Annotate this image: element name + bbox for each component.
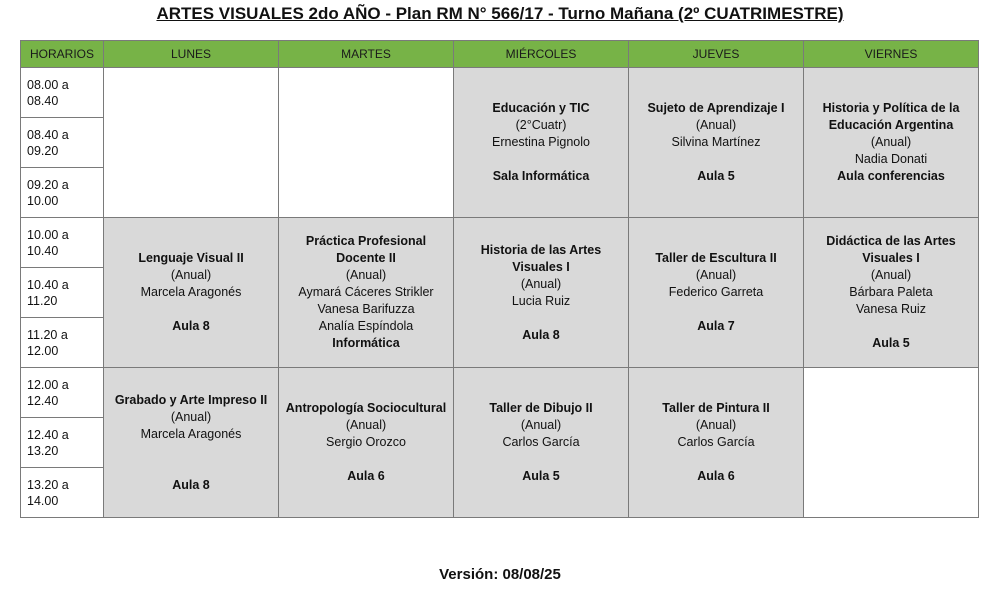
class-cell [279,368,454,518]
class-bold-line: Sujeto de Aprendizaje I [647,101,785,115]
class-detail-line: (Anual) [345,418,387,432]
header-row [21,41,979,68]
time-slot: 12.00 a 12.40 [21,368,104,418]
class-detail-line: Vanesa Barifuzza [317,302,415,316]
class-detail-line: Analía Espíndola [318,319,414,333]
class-detail-line: (Anual) [520,418,562,432]
spacer [804,318,978,335]
header-martes: MARTES [279,41,454,68]
class-bold-line: Aula 5 [697,169,735,183]
class-bold-line: Lenguaje Visual II [138,251,244,265]
time-slot: 10.00 a 10.40 [21,218,104,268]
class-detail-line: Ernestina Pignolo [492,135,590,149]
class-detail-line: (2°Cuatr) [515,118,567,132]
header-lunes: LUNES [104,41,279,68]
class-cell [629,368,804,518]
class-bold-line: Historia de las Artes [480,242,602,257]
class-bold-line: Informática [332,336,400,350]
class-bold-line: Antropología Sociocultural [285,401,447,415]
class-bold-line: Aula 8 [172,319,210,333]
class-detail-line: Nadia Donati [854,152,928,166]
spacer [104,460,278,477]
class-bold-line: Aula 7 [697,319,735,333]
class-cell [454,218,629,368]
class-bold-line: Grabado y Arte Impreso II [114,392,268,407]
spacer [629,451,803,468]
class-bold-line: Aula 8 [522,327,560,342]
class-detail-line: (Anual) [870,135,912,149]
class-detail-line: (Anual) [695,118,737,132]
time-slot: 09.20 a 10.00 [21,168,104,218]
cell-viernes-empty [804,368,979,518]
class-detail-line: Sergio Orozco [326,435,406,449]
class-bold-line: Didáctica de las Artes [826,234,956,248]
class-detail-line: (Anual) [170,268,212,282]
class-cell [629,218,804,368]
class-detail-line: Silvina Martínez [671,135,761,149]
time-slot: 13.20 a 14.00 [21,468,104,518]
class-cell [629,68,804,218]
spacer [454,310,628,327]
class-bold-line: Aula 5 [522,469,560,483]
spacer [629,151,803,168]
class-bold-line: Aula 6 [347,469,385,483]
class-bold-line: Práctica Profesional [305,234,427,248]
class-bold-line: Aula conferencias [837,169,945,183]
class-detail-line: Carlos García [502,435,580,449]
class-cell [104,218,279,368]
class-cell [454,68,629,218]
class-cell [454,368,629,518]
time-slot: 10.40 a 11.20 [21,268,104,318]
page-title: ARTES VISUALES 2do AÑO - Plan RM N° 566/17 - Turno Mañana (2º CUATRIMESTRE) [156,4,844,23]
class-bold-line: Historia y Política de la [822,101,960,115]
version-label: Versión: 08/08/25 [439,566,561,583]
spacer [279,451,453,468]
class-cell [804,218,979,368]
header-jueves: JUEVES [629,41,804,68]
class-cell [804,68,979,218]
class-bold-line: Sala Informática [492,169,590,183]
class-cell [104,368,279,518]
cell-martes-empty [279,68,454,218]
class-bold-line: Taller de Dibujo II [489,401,593,415]
class-bold-line: Visuales I [862,251,920,265]
class-detail-line: (Anual) [695,418,737,432]
class-bold-line: Educación Argentina [828,118,954,132]
spacer [454,151,628,168]
time-slot: 12.40 a 13.20 [21,418,104,468]
spacer [629,301,803,318]
class-detail-line: (Anual) [870,268,912,282]
spacer [104,443,278,460]
schedule-table [20,40,979,518]
class-detail-line: Carlos García [677,435,755,449]
spacer [104,301,278,318]
class-bold-line: Aula 5 [872,336,910,350]
class-detail-line: Marcela Aragonés [140,426,242,441]
class-detail-line: (Anual) [170,409,212,424]
class-detail-line: (Anual) [345,268,387,282]
class-detail-line: (Anual) [520,276,562,291]
table-row [21,368,979,418]
class-bold-line: Taller de Pintura II [662,401,770,415]
time-slot: 11.20 a 12.00 [21,318,104,368]
class-detail-line: Aymará Cáceres Strikler [298,285,434,299]
class-detail-line: Federico Garreta [668,285,764,299]
header-horarios: HORARIOS [21,41,104,68]
class-bold-line: Educación y TIC [492,101,590,115]
table-row [21,68,979,118]
class-detail-line: Lucia Ruiz [511,293,571,308]
class-bold-line: Taller de Escultura II [655,251,777,265]
time-slot: 08.00 a 08.40 [21,68,104,118]
table-row [21,218,979,268]
class-bold-line: Visuales I [512,259,570,274]
class-detail-line: Bárbara Paleta [849,285,933,299]
class-cell [279,218,454,368]
class-bold-line: Docente II [336,251,396,265]
cell-lunes-empty [104,68,279,218]
spacer [454,451,628,468]
header-miercoles: MIÉRCOLES [454,41,629,68]
class-bold-line: Aula 8 [172,477,210,492]
header-viernes: VIERNES [804,41,979,68]
class-detail-line: Vanesa Ruiz [856,302,926,316]
class-detail-line: Marcela Aragonés [140,285,242,299]
class-detail-line: (Anual) [695,268,737,282]
time-slot: 08.40 a 09.20 [21,118,104,168]
class-bold-line: Aula 6 [697,469,735,483]
